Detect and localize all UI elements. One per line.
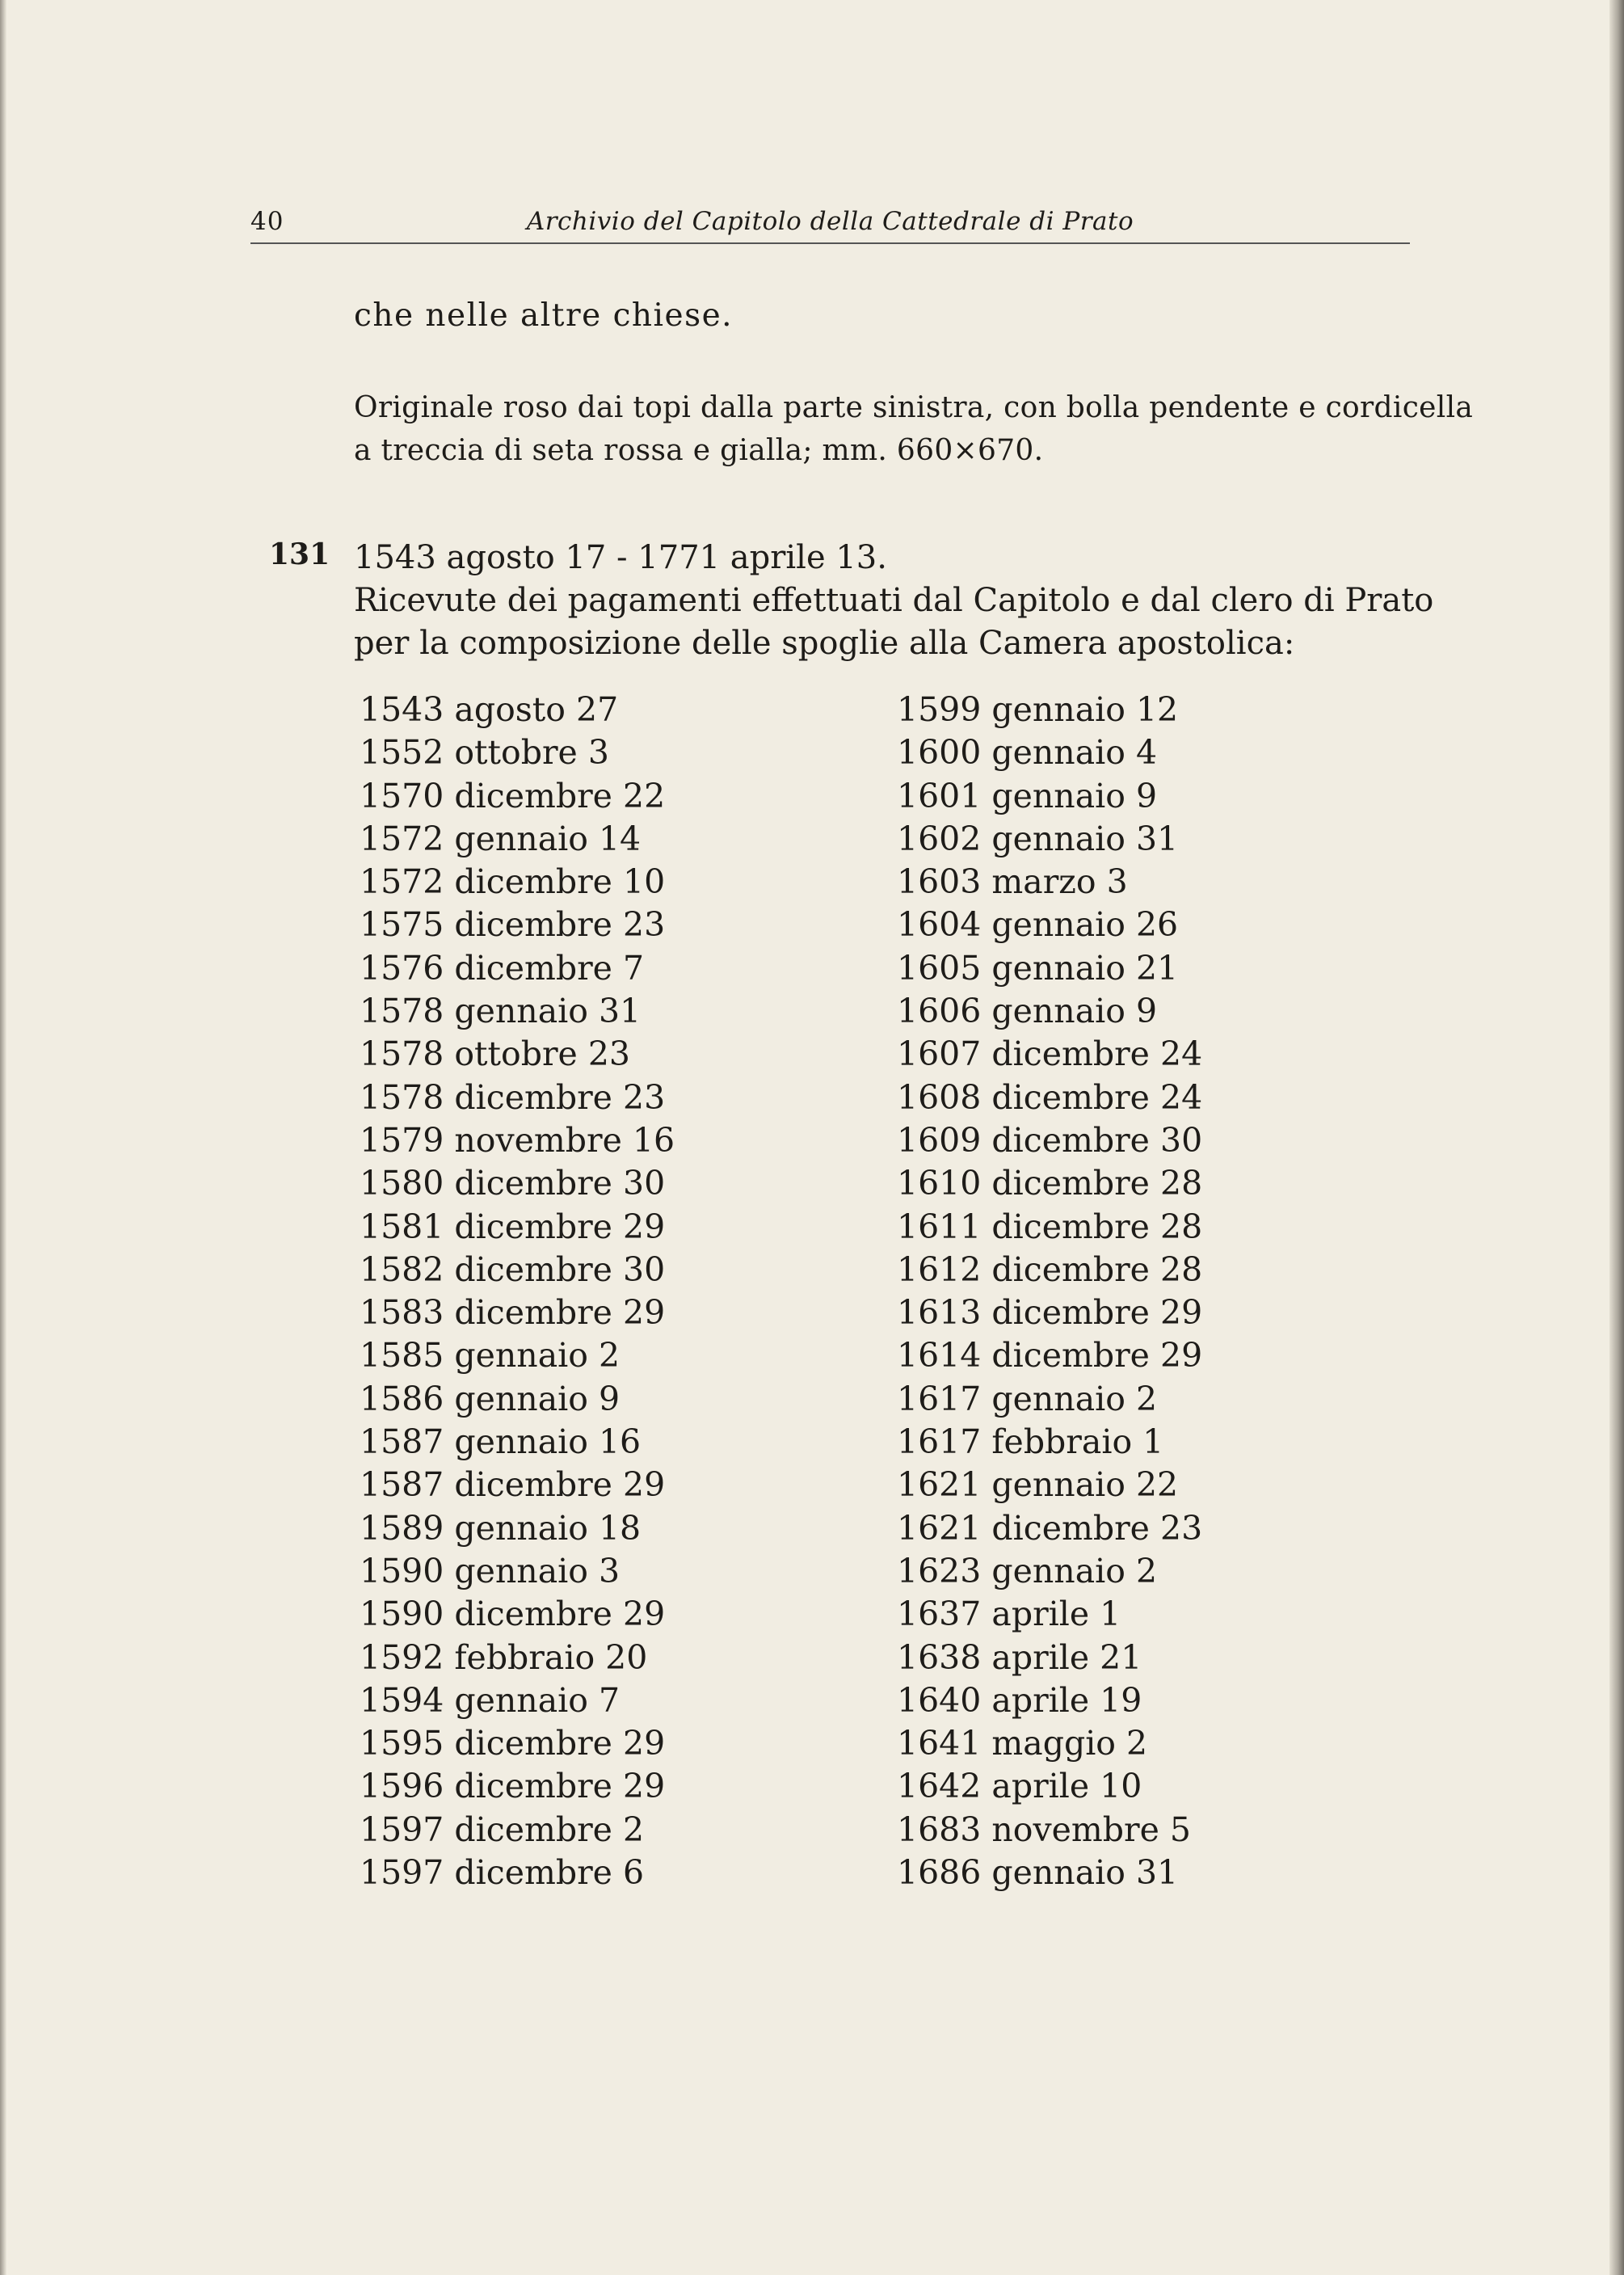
receipt-date: 1638 aprile 21 (897, 1637, 1142, 1677)
receipt-date: 1601 gennaio 9 (897, 776, 1158, 815)
receipt-date: 1607 dicembre 24 (897, 1034, 1203, 1074)
receipt-date: 1572 dicembre 10 (360, 862, 666, 902)
receipt-date: 1611 dicembre 28 (897, 1207, 1203, 1246)
receipt-date: 1592 febbraio 20 (360, 1637, 648, 1677)
receipt-date: 1578 gennaio 31 (360, 992, 642, 1031)
receipt-date: 1581 dicembre 29 (360, 1207, 666, 1246)
receipt-date: 1641 maggio 2 (897, 1724, 1148, 1763)
entry-date-range: 1543 agosto 17 - 1771 aprile 13. (354, 539, 887, 576)
receipt-date: 1585 gennaio 2 (360, 1336, 621, 1376)
continuation-text: che nelle altre chiese. (354, 297, 734, 334)
receipt-date: 1614 dicembre 29 (897, 1336, 1203, 1376)
receipt-date: 1604 gennaio 26 (897, 905, 1179, 945)
receipt-date: 1637 aprile 1 (897, 1595, 1121, 1634)
receipt-date: 1686 gennaio 31 (897, 1853, 1179, 1893)
receipt-date: 1612 dicembre 28 (897, 1249, 1203, 1289)
receipt-date: 1642 aprile 10 (897, 1767, 1142, 1806)
receipt-date: 1590 gennaio 3 (360, 1551, 621, 1590)
receipt-date: 1613 dicembre 29 (897, 1293, 1203, 1333)
description-note (354, 386, 1474, 472)
receipt-date: 1578 ottobre 23 (360, 1034, 631, 1074)
receipt-date: 1683 novembre 5 (897, 1809, 1191, 1849)
page-left-edge (0, 0, 6, 2275)
receipt-date: 1583 dicembre 29 (360, 1293, 666, 1333)
receipt-date: 1582 dicembre 30 (360, 1249, 666, 1289)
receipt-date: 1596 dicembre 29 (360, 1767, 666, 1806)
receipt-date: 1580 dicembre 30 (360, 1164, 666, 1203)
receipt-date: 1621 gennaio 22 (897, 1465, 1179, 1505)
page-number: 40 (250, 207, 284, 236)
entry-description-line: Ricevute dei pagamenti effettuati dal Capitolo e dal clero di Prato (354, 582, 1434, 619)
receipt-date: 1623 gennaio 2 (897, 1551, 1158, 1590)
receipt-date: 1587 gennaio 16 (360, 1422, 642, 1462)
receipt-date: 1543 agosto 27 (360, 690, 619, 729)
receipt-date: 1572 gennaio 14 (360, 819, 642, 858)
receipt-date: 1552 ottobre 3 (360, 733, 609, 773)
receipt-date: 1595 dicembre 29 (360, 1724, 666, 1763)
dates-column-left (360, 689, 675, 1894)
receipt-date: 1608 dicembre 24 (897, 1077, 1203, 1117)
document-number: 131 (269, 537, 330, 571)
document-entry (354, 537, 1434, 665)
receipt-date: 1640 aprile 19 (897, 1680, 1142, 1720)
receipt-date: 1597 dicembre 6 (360, 1853, 645, 1893)
receipt-date: 1586 gennaio 9 (360, 1379, 621, 1418)
receipt-date: 1610 dicembre 28 (897, 1164, 1203, 1203)
receipt-date: 1587 dicembre 29 (360, 1465, 666, 1505)
receipt-date: 1609 dicembre 30 (897, 1120, 1203, 1160)
note-line: Originale roso dai topi dalla parte sinistra, con bolla pendente e cordicella (354, 391, 1474, 424)
receipt-date: 1617 febbraio 1 (897, 1422, 1164, 1462)
receipt-date: 1606 gennaio 9 (897, 992, 1158, 1031)
receipt-date: 1594 gennaio 7 (360, 1680, 621, 1720)
receipt-date: 1617 gennaio 2 (897, 1379, 1158, 1418)
receipt-date: 1576 dicembre 7 (360, 948, 645, 988)
receipt-date: 1603 marzo 3 (897, 862, 1128, 902)
receipt-date: 1590 dicembre 29 (360, 1595, 666, 1634)
receipt-date: 1570 dicembre 22 (360, 776, 666, 815)
receipt-date: 1621 dicembre 23 (897, 1508, 1203, 1548)
receipt-date: 1597 dicembre 2 (360, 1809, 645, 1849)
page-header (250, 202, 1410, 244)
running-title: Archivio del Capitolo della Cattedrale di Prato (526, 207, 1134, 236)
receipt-date: 1589 gennaio 18 (360, 1508, 642, 1548)
receipt-date: 1578 dicembre 23 (360, 1077, 666, 1117)
receipt-date: 1575 dicembre 23 (360, 905, 666, 945)
dates-column-right (897, 689, 1202, 1894)
receipt-date: 1579 novembre 16 (360, 1120, 675, 1160)
note-line: a treccia di seta rossa e gialla; mm. 660×670. (354, 434, 1044, 467)
receipt-date: 1599 gennaio 12 (897, 690, 1179, 729)
entry-description-line: per la composizione delle spoglie alla Camera apostolica: (354, 625, 1295, 662)
page-right-edge (1609, 0, 1624, 2275)
receipt-date: 1605 gennaio 21 (897, 948, 1179, 988)
receipt-date: 1602 gennaio 31 (897, 819, 1179, 858)
receipt-date: 1600 gennaio 4 (897, 733, 1158, 773)
